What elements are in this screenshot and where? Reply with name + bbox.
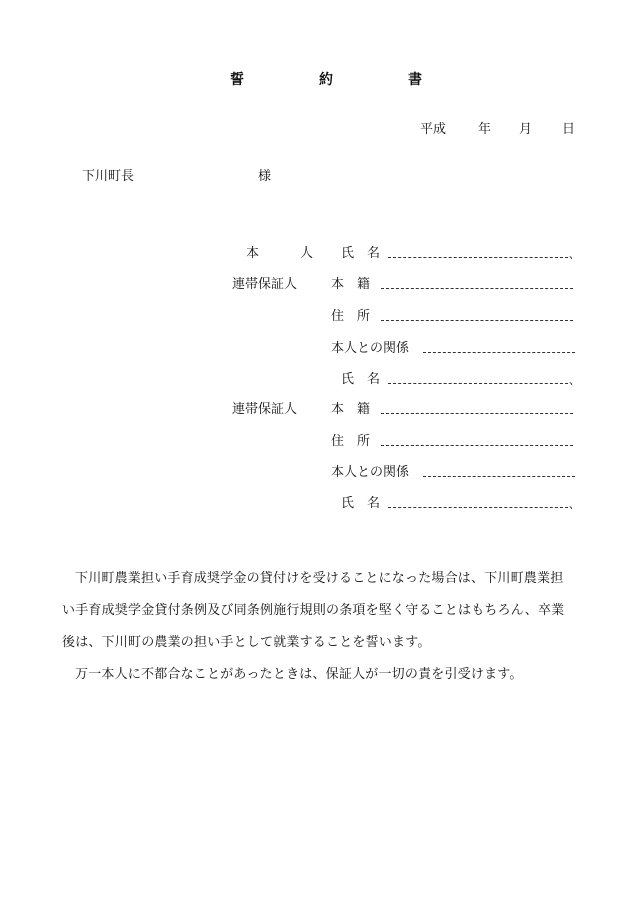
guarantor-2-relation-field[interactable]	[423, 476, 575, 477]
principal-name-field[interactable]	[388, 257, 568, 258]
guarantor-1-name-field[interactable]	[388, 383, 568, 384]
guarantor-1-role: 連帯保証人	[232, 277, 298, 292]
pledge-body	[62, 563, 602, 691]
pledge-line-1: 下川町農業担い手育成奨学金の貸付けを受けることになった場合は、下川町農業担	[75, 571, 564, 586]
date-day: 日	[562, 122, 576, 137]
date-year: 年	[478, 122, 492, 137]
guarantor-1-address-row	[0, 305, 630, 325]
guarantor-1-domicile-row	[0, 273, 630, 293]
principal-name-label: 氏 名	[341, 246, 381, 261]
guarantor-1-name-row	[0, 368, 630, 388]
principal-name-row	[0, 242, 630, 262]
guarantor-2-name-label: 氏 名	[341, 496, 381, 511]
guarantor-1-relation-label: 本人との関係	[331, 341, 410, 356]
seal-mark: ､	[569, 497, 576, 511]
guarantor-1-address-field[interactable]	[381, 320, 573, 321]
guarantor-2-address-field[interactable]	[381, 445, 573, 446]
guarantor-2-domicile-row	[0, 398, 630, 418]
seal-mark: ､	[569, 247, 576, 261]
pledge-line-4: 万一本人に不都合なことがあったときは、保証人が一切の責を引受けます。	[75, 667, 523, 682]
guarantor-2-name-field[interactable]	[388, 507, 568, 508]
title-char-3: 書	[408, 72, 422, 88]
guarantor-2-domicile-label: 本 籍	[331, 402, 371, 417]
guarantor-2-address-label: 住 所	[331, 434, 371, 449]
seal-mark: ､	[569, 373, 576, 387]
addressee: 下川町長	[82, 169, 135, 184]
pledge-line-2: い手育成奨学金貸付条例及び同条例施行規則の条項を堅く守ることはもちろん、卒業	[62, 603, 565, 618]
principal-role-char-1: 本	[246, 246, 260, 261]
guarantor-2-address-row	[0, 430, 630, 450]
date-era: 平成	[420, 122, 447, 137]
guarantor-2-relation-row	[0, 461, 630, 481]
title-char-2: 約	[319, 72, 333, 88]
guarantor-1-name-label: 氏 名	[341, 372, 381, 387]
guarantor-1-domicile-label: 本 籍	[331, 277, 371, 292]
title-char-1: 誓	[230, 72, 244, 88]
guarantor-1-relation-row	[0, 337, 630, 357]
guarantor-2-domicile-field[interactable]	[381, 413, 573, 414]
honorific: 様	[258, 169, 272, 184]
guarantor-1-address-label: 住 所	[331, 309, 371, 324]
pledge-line-3: 後は、下川町の農業の担い手として就業することを誓います。	[62, 635, 431, 650]
guarantor-1-relation-field[interactable]	[423, 352, 575, 353]
guarantor-2-role: 連帯保証人	[232, 402, 298, 417]
principal-role-char-2: 人	[300, 246, 314, 261]
guarantor-2-relation-label: 本人との関係	[331, 465, 410, 480]
date-month: 月	[519, 122, 533, 137]
guarantor-1-domicile-field[interactable]	[381, 288, 573, 289]
guarantor-2-name-row	[0, 492, 630, 512]
